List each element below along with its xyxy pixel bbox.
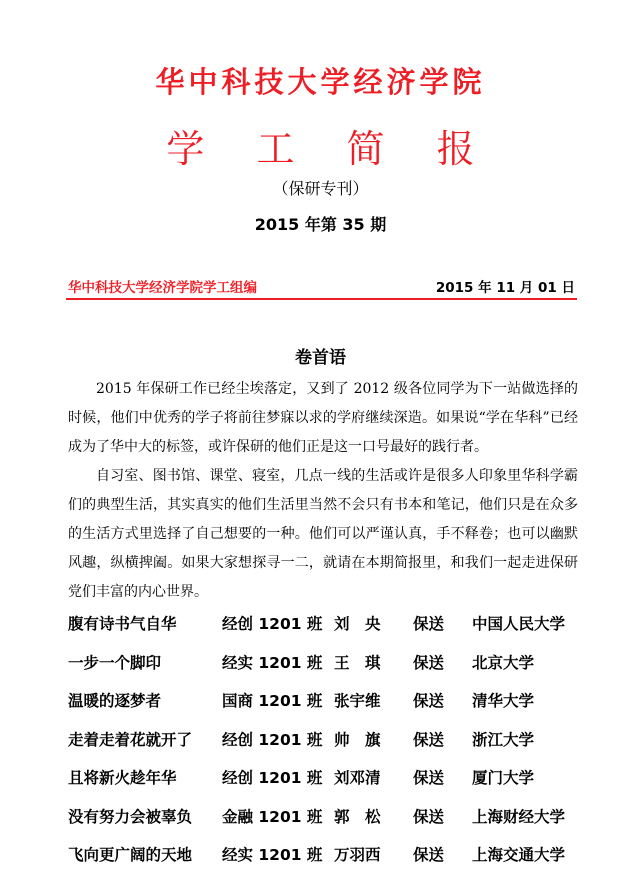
entry-class: 国商 1201 班 xyxy=(222,692,323,710)
entry-university: 中国人民大学 xyxy=(472,615,566,633)
header-divider xyxy=(66,298,577,300)
preface-body xyxy=(68,375,578,607)
entry-admission-type: 保送 xyxy=(413,769,445,787)
preface-heading: 卷首语 xyxy=(295,348,346,368)
special-edition-label: （保研专刊） xyxy=(272,179,369,198)
entry-student: 万羽西 xyxy=(334,846,381,864)
entry-class: 经创 1201 班 xyxy=(222,615,323,633)
contents-entry[interactable] xyxy=(68,608,583,647)
entry-admission-type: 保送 xyxy=(413,846,445,864)
issue-date: 2015 年 11 月 01 日 xyxy=(435,280,575,296)
contents-list xyxy=(68,608,583,878)
entry-title: 温暖的逐梦者 xyxy=(68,692,162,710)
entry-university: 北京大学 xyxy=(472,653,535,672)
entry-student: 帅 旗 xyxy=(334,730,381,749)
entry-class: 经实 1201 班 xyxy=(222,846,323,864)
entry-class: 经创 1201 班 xyxy=(222,730,323,749)
entry-title: 走着走着花就开了 xyxy=(68,730,193,749)
issuer-row xyxy=(68,276,575,296)
entry-title: 没有努力会被辜负 xyxy=(68,807,193,826)
entry-title: 一步一个脚印 xyxy=(68,653,162,672)
entry-admission-type: 保送 xyxy=(413,807,445,826)
entry-student: 刘邓清 xyxy=(334,769,381,787)
entry-student: 王 琪 xyxy=(334,653,381,672)
issue-number: 2015 年第 35 期 xyxy=(254,215,387,234)
preface-paragraph: 自习室、图书馆、课堂、寝室，几点一线的生活或许是很多人印象里华科学霸们的典型生活，其实真实的他们生活里当然不会只有书本和笔记，他们只是在众多的生活方式里选择了自己想要的一种。他们可以严谨认真，手不释卷；也可以幽默风趣，纵横捭阖。如果大家想探寻一二，就请在本期简报里，和我们一起走进保研党们丰富的内心世界。 xyxy=(68,468,578,600)
contents-entry[interactable] xyxy=(68,724,583,763)
contents-entry[interactable] xyxy=(68,801,583,840)
entry-title: 且将新火趁年华 xyxy=(68,769,177,787)
school-name: 华中科技大学经济学院 xyxy=(155,65,486,99)
contents-entry[interactable] xyxy=(68,647,583,686)
contents-entry[interactable] xyxy=(68,762,583,801)
entry-admission-type: 保送 xyxy=(413,653,445,672)
entry-university: 清华大学 xyxy=(472,692,535,710)
entry-student: 郭 松 xyxy=(334,807,381,826)
entry-class: 金融 1201 班 xyxy=(222,807,323,826)
preface-paragraph: 2015 年保研工作已经尘埃落定，又到了 2012 级各位同学为下一站做选择的时候，他们中优秀的学子将前往梦寐以求的学府继续深造。如果说“学在华科”已经成为了华中大的标签，或许保研的他们正是这一口号最好的践行者。 xyxy=(68,381,578,455)
contents-entry[interactable] xyxy=(68,839,583,878)
entry-university: 厦门大学 xyxy=(472,769,535,787)
contents-entry[interactable] xyxy=(68,685,583,724)
entry-university: 上海财经大学 xyxy=(472,807,566,826)
entry-student: 张宇维 xyxy=(334,692,381,710)
entry-class: 经创 1201 班 xyxy=(222,769,323,787)
entry-admission-type: 保送 xyxy=(413,692,445,710)
entry-class: 经实 1201 班 xyxy=(222,653,323,672)
entry-university: 上海交通大学 xyxy=(472,846,566,864)
entry-university: 浙江大学 xyxy=(472,730,535,749)
entry-admission-type: 保送 xyxy=(413,730,445,749)
entry-student: 刘 央 xyxy=(334,615,381,633)
entry-title: 飞向更广阔的天地 xyxy=(68,846,193,864)
entry-title: 腹有诗书气自华 xyxy=(68,615,177,633)
entry-admission-type: 保送 xyxy=(413,615,445,633)
bulletin-title: 学 工 简 报 xyxy=(166,127,495,171)
issuer: 华中科技大学经济学院学工组编 xyxy=(68,280,257,296)
